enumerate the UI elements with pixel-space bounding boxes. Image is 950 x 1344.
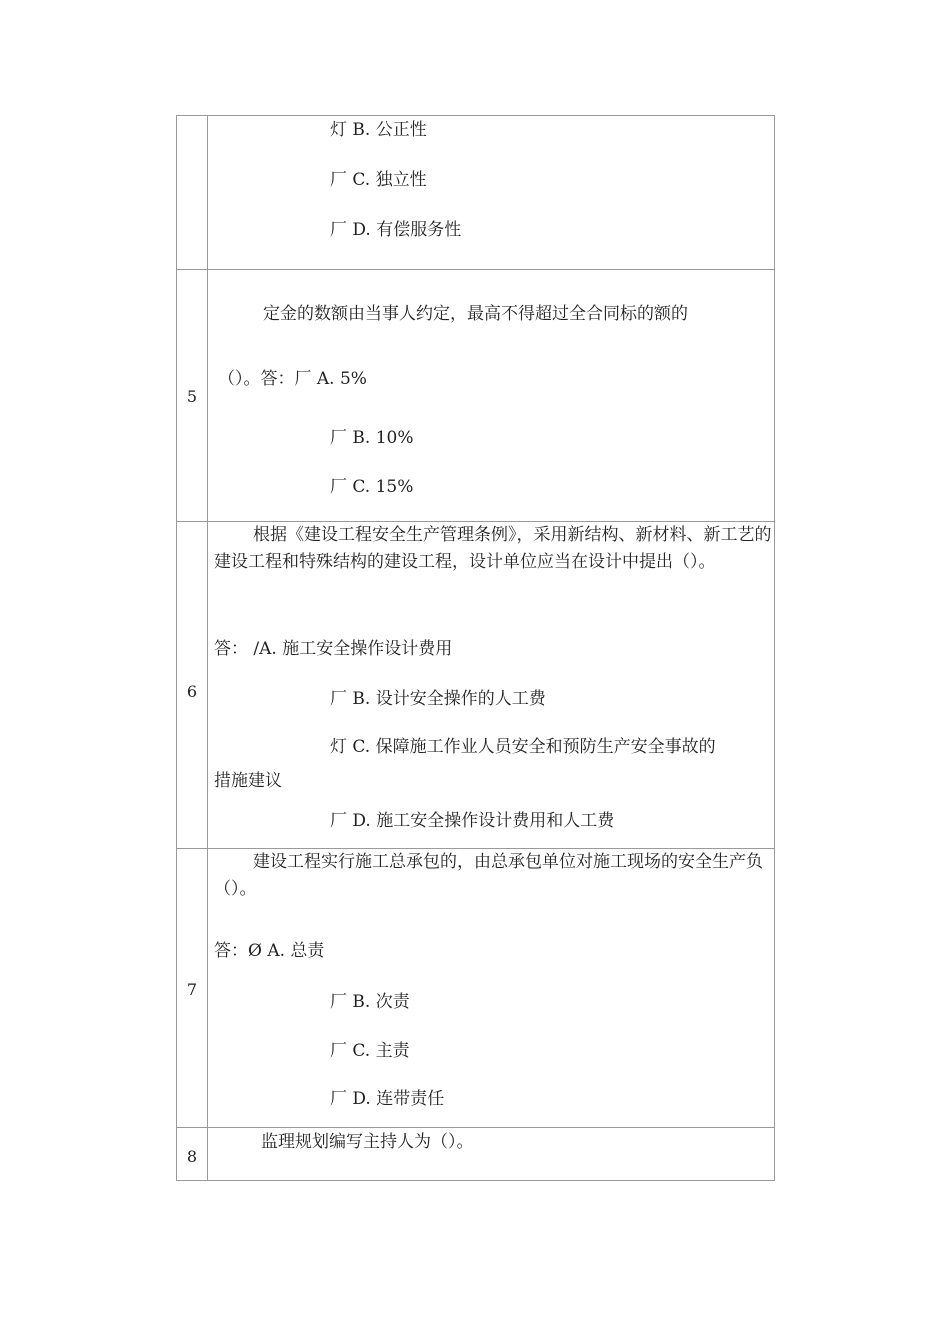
question-text: 监理规划编写主持人为（）。 <box>261 1132 474 1152</box>
answer-line[interactable]: （）。答：厂 A. 5% <box>218 369 367 389</box>
question-number: 7 <box>186 980 198 999</box>
option-c[interactable]: 厂 C. 独立性 <box>330 170 427 190</box>
question-text: 根据《建设工程安全生产管理条例》，采用新结构、新材料、新工艺的建设工程和特殊结构的建设工程，设计单位应当在设计中提出（）。 <box>214 525 772 572</box>
table-row <box>177 1127 774 1181</box>
option-c[interactable]: 厂 C. 15% <box>330 477 414 497</box>
option-b[interactable]: 厂 B. 次责 <box>330 992 410 1012</box>
table-row <box>177 521 774 849</box>
question-text: 定金的数额由当事人约定，最高不得超过全合同标的额的 <box>263 304 688 324</box>
question-number: 8 <box>186 1147 198 1166</box>
question-number: 6 <box>186 682 198 701</box>
option-b[interactable]: 厂 B. 设计安全操作的人工费 <box>330 689 546 709</box>
table-row <box>177 848 774 1128</box>
question-number: 5 <box>186 387 198 406</box>
option-d[interactable]: 厂 D. 有偿服务性 <box>330 220 462 240</box>
option-b[interactable]: 灯 B. 公正性 <box>330 120 427 140</box>
question-table <box>176 115 775 1181</box>
table-row <box>177 116 774 269</box>
option-c-continuation: 措施建议 <box>214 771 282 791</box>
answer-line[interactable]: 答：Ø A. 总责 <box>214 941 325 961</box>
option-b[interactable]: 厂 B. 10% <box>330 428 414 448</box>
answer-line[interactable]: 答： /A. 施工安全操作设计费用 <box>214 639 453 659</box>
option-d[interactable]: 厂 D. 施工安全操作设计费用和人工费 <box>330 811 615 831</box>
option-d[interactable]: 厂 D. 连带责任 <box>330 1089 445 1109</box>
option-c[interactable]: 厂 C. 主责 <box>330 1041 410 1061</box>
question-text: 建设工程实行施工总承包的，由总承包单位对施工现场的安全生产负（）。 <box>214 852 763 899</box>
table-row <box>177 269 774 522</box>
option-c[interactable]: 灯 C. 保障施工作业人员安全和预防生产安全事故的 <box>330 737 716 757</box>
